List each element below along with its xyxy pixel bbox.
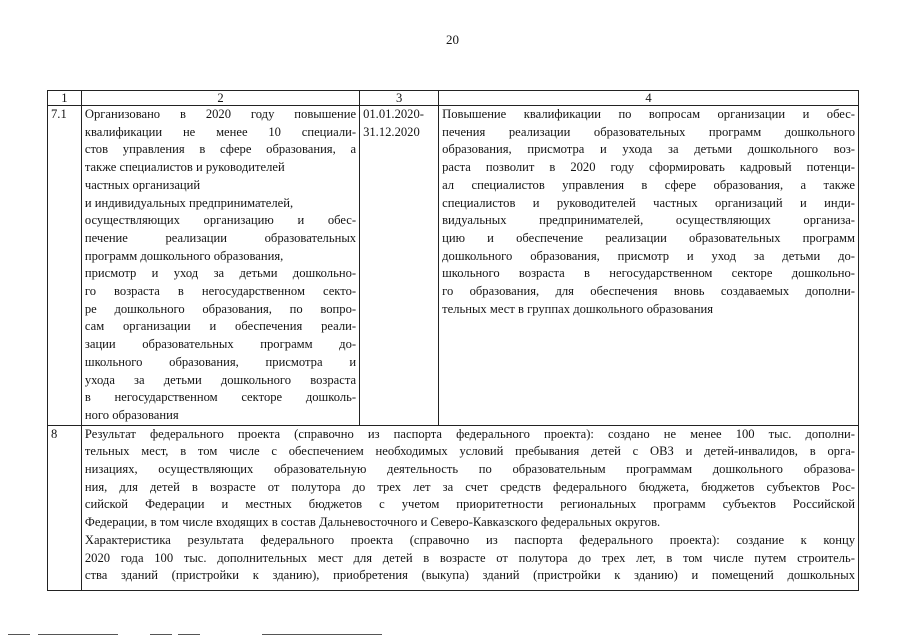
- text-line: цию и обеспечение реализации образовательных программ: [442, 230, 855, 245]
- text-line: Результат федерального проекта (справочно из паспорта федерального проекта): создано не менее 100 тыс. дополни-: [84, 426, 855, 441]
- text-line: присмотр и уход за детьми дошкольно-: [84, 266, 357, 281]
- text-line: специалистов и руководителей частных организаций и инди-: [442, 195, 855, 210]
- row-number: 8: [48, 425, 82, 590]
- text-line: сам организации и обеспечения реали-: [84, 319, 357, 334]
- table-row-7-1: [48, 106, 859, 426]
- text-line: школьного возраста в негосударственном секторе дошкольно-: [442, 266, 855, 281]
- text-line: видуальных предпринимателей, осуществляющих организа-: [442, 213, 855, 228]
- text-line: тельных мест в группах дошкольного образования: [442, 301, 713, 316]
- text-line: раста позволит в 2020 году сформировать кадровый потенци-: [442, 160, 855, 175]
- header-col-1: 1: [48, 91, 82, 106]
- federal-project-result: [81, 425, 858, 590]
- header-col-2: 2: [81, 91, 359, 106]
- event-description: [81, 106, 359, 426]
- text-line: го образования, для обеспечения вновь создаваемых дополни-: [442, 284, 855, 299]
- scan-mark: [178, 634, 200, 635]
- header-col-4: 4: [439, 91, 859, 106]
- period-start: 01.01.2020-: [363, 107, 424, 121]
- text-line: программ дошкольного образования,: [84, 248, 284, 263]
- table-row-8: [48, 425, 859, 590]
- text-line: го возраста в негосударственном секто-: [84, 284, 357, 299]
- text-line: стов управления в сфере образования, а: [84, 142, 357, 157]
- text-line: осуществляющих организацию и обес-: [84, 213, 357, 228]
- text-line: ния, для детей в возрасте от полутора до трех лет за счет средств федерального бюджета, бюджетов субъектов Рос-: [84, 479, 855, 494]
- scan-mark: [262, 634, 382, 635]
- text-line: Федерации, в том числе входящих в состав Дальневосточного и Северо-Кавказского федеральных округов.: [84, 515, 661, 530]
- text-line: низациях, осуществляющих образовательную деятельность по образовательным программам дошкольного образова-: [84, 462, 855, 477]
- text-line: также специалистов и руководителей: [84, 160, 285, 175]
- event-period: [360, 106, 439, 426]
- text-line: ал специалистов управления в сфере образования, а также: [442, 177, 855, 192]
- page-number: 20: [446, 32, 459, 47]
- text-line: ухода за детьми дошкольного возраста: [84, 372, 357, 387]
- scan-mark: [150, 634, 172, 635]
- text-line: зации образовательных программ до-: [84, 337, 357, 352]
- text-line: печение реализации образовательных: [84, 230, 357, 245]
- text-line: печения реализации образовательных программ дошкольного: [442, 124, 855, 139]
- text-line: дошкольного образования, присмотр и уход за детьми до-: [442, 248, 855, 263]
- text-line: Повышение квалификации по вопросам организации и обес-: [442, 107, 855, 121]
- text-line: ного образования: [84, 407, 179, 422]
- text-line: сийской Федерации и местных бюджетов с учетом приоритетности региональных программ субъектов Российской: [84, 497, 855, 512]
- scan-mark: [8, 634, 30, 635]
- text-line: Характеристика результата федерального проекта (справочно из паспорта федерального проекта): создание к концу: [84, 532, 855, 547]
- text-line: частных организаций: [84, 177, 201, 192]
- text-line: тельных мест, в том числе с обеспечением необходимых условий пребывания детей с ОВЗ и детей-инвалидов, в орга-: [84, 444, 855, 459]
- text-line: ства зданий (пристройки к зданию), приобретения (выкупа) зданий (пристройки к зданию) и помещений дошкольных: [84, 568, 855, 583]
- text-line: и индивидуальных предпринимателей,: [84, 195, 294, 210]
- period-end: 31.12.2020: [363, 124, 420, 139]
- header-row: [48, 91, 859, 106]
- text-line: Организовано в 2020 году повышение: [84, 107, 357, 121]
- text-line: 2020 года 100 тыс. дополнительных мест для детей в возрасте от полутора до трех лет, в том числе путем строитель-: [84, 550, 855, 565]
- plan-table: [47, 90, 859, 591]
- text-line: ре дошкольного образования, по вопро-: [84, 301, 357, 316]
- scan-mark: [38, 634, 118, 635]
- text-line: школьного образования, присмотра и: [84, 354, 357, 369]
- text-line: квалификации не менее 10 специали-: [84, 124, 357, 139]
- event-result: [439, 106, 859, 426]
- text-line: в негосударственном секторе дошколь-: [84, 390, 357, 405]
- row-number: 7.1: [48, 106, 82, 426]
- text-line: образования, присмотра и ухода за детьми дошкольного воз-: [442, 142, 855, 157]
- scan-edge-marks: [0, 634, 905, 637]
- header-col-3: 3: [360, 91, 439, 106]
